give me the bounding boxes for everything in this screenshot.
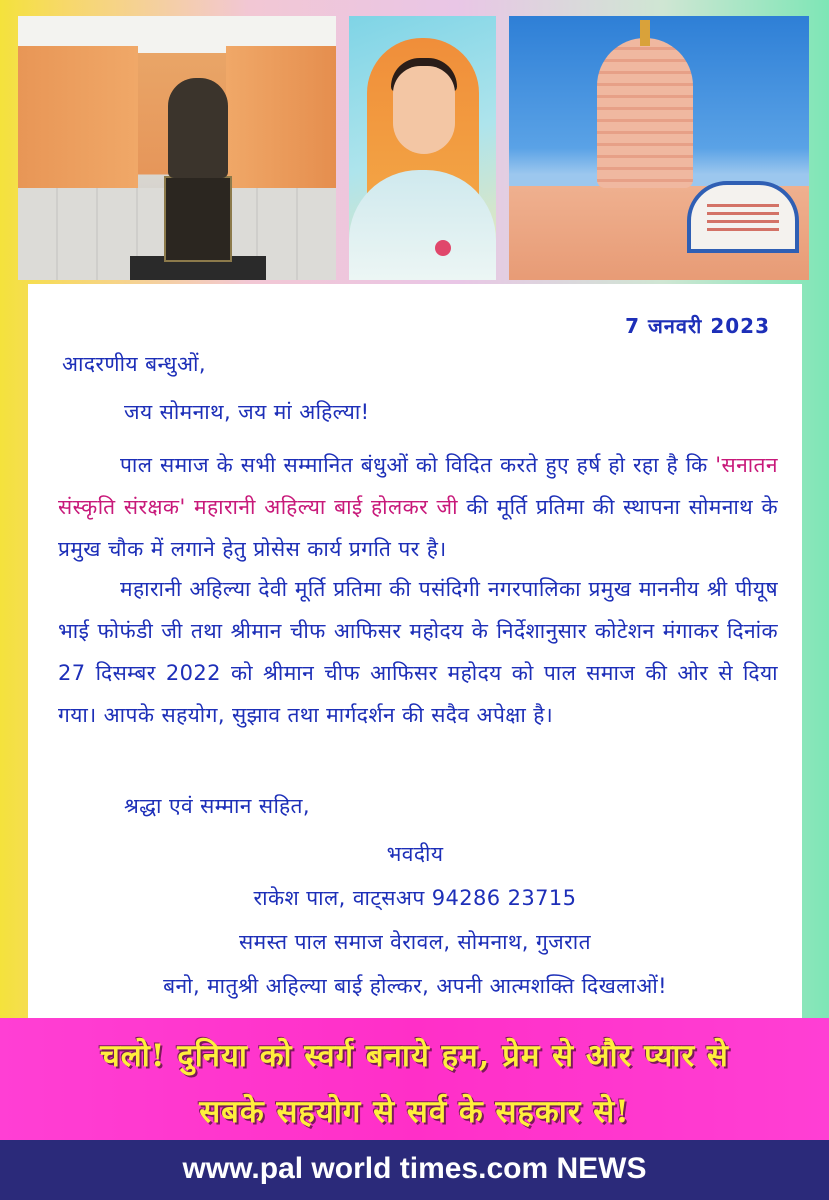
paragraph-2: [58, 568, 778, 736]
paragraph-1: [58, 444, 778, 570]
salutation: आदरणीय बन्धुओं,: [62, 352, 206, 376]
letter-date: 7 जनवरी 2023: [625, 314, 770, 338]
paragraph-1-text-end: की मूर्ति प्रतिमा की स्थापना सोमनाथ के प्रमुख चौक में लगाने हेतु प्रोसेस कार्य प्रगति पर है।: [58, 495, 778, 561]
paragraph-1-highlight: 'सनातन संस्कृति संरक्षक' महारानी अहिल्या बाई होलकर जी: [58, 453, 778, 519]
letter-body: [28, 284, 802, 1024]
header-photos: [0, 0, 829, 290]
temple-photo: [509, 16, 809, 280]
footer-website: www.pal world times.com NEWS: [182, 1152, 647, 1185]
banner-line-2: सबके सहयोग से सर्व के सहकार से!: [199, 1094, 630, 1130]
paragraph-2-text: महारानी अहिल्या देवी मूर्ति प्रतिमा की पसंदिगी नगरपालिका प्रमुख माननीय श्री पीयूष भाई फोफंडी जी तथा श्रीमान चीफ आफिसर महोदय के निर्देशानुसार कोटेशन मंगाकर दिनांक 27 दिसम्बर 2022 को श्रीमान चीफ आफिसर महोदय को पाल समाज की ओर से दिया गया। आपके सहयोग, सुझाव तथा मार्गदर्शन की सदैव अपेक्षा है।: [58, 577, 778, 727]
slogan: बनो, मातुश्री अहिल्या बाई होल्कर, अपनी आत्मशक्ति दिखलाओं!: [163, 974, 667, 998]
greeting: जय सोमनाथ, जय मां अहिल्या!: [124, 400, 370, 424]
paragraph-1-text: पाल समाज के सभी सम्मानित बंधुओं को विदित करते हुए हर्ष हो रहा है कि: [120, 453, 716, 477]
organization: समस्त पाल समाज वेरावल, सोमनाथ, गुजरात: [239, 930, 591, 954]
sender: राकेश पाल, वाट्सअप 94286 23715: [253, 886, 577, 910]
slogan-banner: [0, 1018, 829, 1140]
yours-truly: भवदीय: [386, 842, 444, 866]
statue-courtyard-photo: [18, 16, 336, 280]
portrait-painting: [349, 16, 496, 280]
closing: श्रद्धा एवं सम्मान सहित,: [124, 794, 310, 818]
footer-bar: [0, 1140, 829, 1200]
banner-line-1: चलो! दुनिया को स्वर्ग बनाये हम, प्रेम से और प्यार से: [100, 1038, 729, 1074]
